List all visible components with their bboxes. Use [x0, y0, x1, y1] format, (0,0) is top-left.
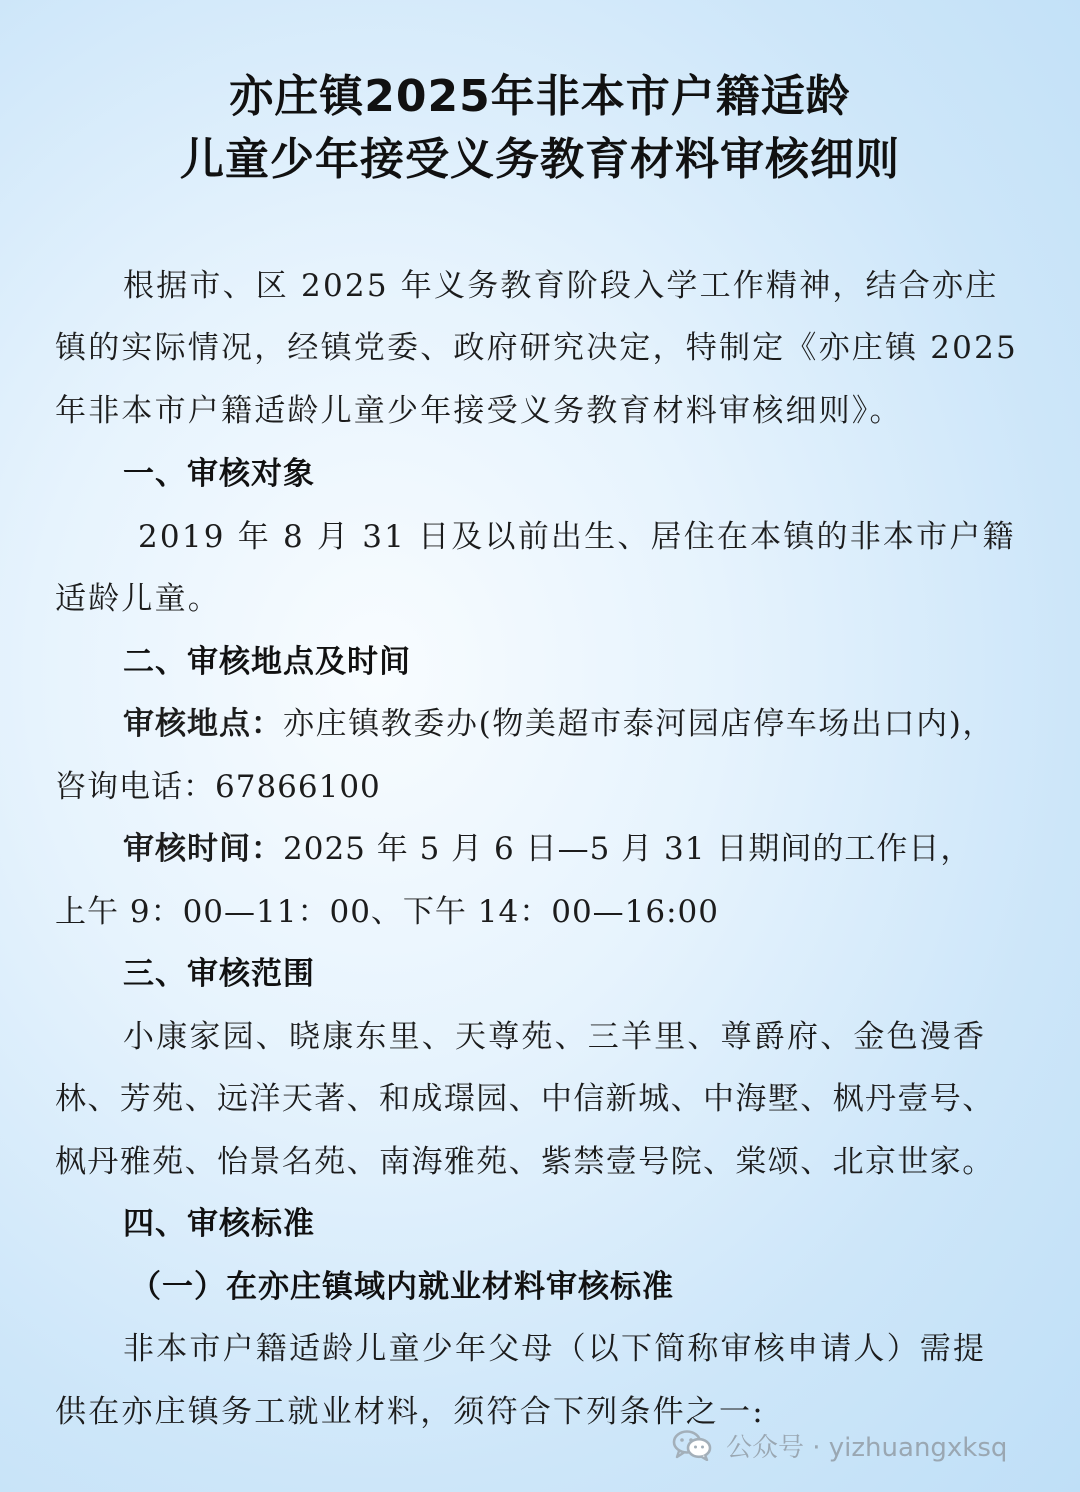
intro-line-2: 镇的实际情况，经镇党委、政府研究决定，特制定《亦庄镇 2025: [55, 330, 1018, 366]
section-4-heading: 四、审核标准: [123, 1206, 315, 1242]
document-title-line-1: 亦庄镇2025年非本市户籍适龄: [229, 71, 851, 122]
section-1-line-1: 2019 年 8 月 31 日及以前出生、居住在本镇的非本市户籍: [138, 519, 1016, 555]
section-4-subheading: （一）在亦庄镇域内就业材料审核标准: [130, 1269, 674, 1305]
intro-line-3: 年非本市户籍适龄儿童少年接受义务教育材料审核细则》。: [55, 393, 903, 429]
section-1-line-2: 适龄儿童。: [55, 581, 221, 617]
consult-phone: 咨询电话：67866100: [55, 769, 381, 805]
document-title-line-2: 儿童少年接受义务教育材料审核细则: [180, 134, 900, 185]
intro-line-1: 根据市、区 2025 年义务教育阶段入学工作精神，结合亦庄: [123, 268, 999, 304]
section-1-heading: 一、审核对象: [123, 456, 315, 492]
section-3-line-1: 小康家园、晓康东里、天尊苑、三羊里、尊爵府、金色漫香: [123, 1019, 987, 1055]
section-3-heading: 三、审核范围: [123, 956, 315, 992]
section-2-heading: 二、审核地点及时间: [123, 644, 411, 680]
audit-place-label: 审核地点：: [123, 706, 283, 742]
audit-time-label: 审核时间：: [123, 831, 283, 867]
audit-place-line: [123, 698, 995, 743]
section-3-line-2: 林、芳苑、远洋天著、和成璟园、中信新城、中海墅、枫丹壹号、: [55, 1081, 995, 1117]
audit-time-hours: 上午 9：00—11：00、下午 14：00—16:00: [55, 894, 719, 930]
audit-time-value: 2025 年 5 月 6 日—5 月 31 日期间的工作日，: [283, 831, 973, 867]
wechat-watermark: [672, 1425, 1007, 1465]
audit-place-value: 亦庄镇教委办(物美超市泰河园店停车场出口内)，: [283, 706, 995, 742]
wechat-icon: [672, 1429, 712, 1461]
section-3-line-3: 枫丹雅苑、怡景名苑、南海雅苑、紫禁壹号院、棠颂、北京世家。: [55, 1144, 995, 1180]
section-4-line-1: 非本市户籍适龄儿童少年父母（以下简称审核申请人）需提: [123, 1331, 987, 1367]
watermark-text: 公众号 · yizhuangxksq: [726, 1432, 1008, 1463]
section-4-line-2: 供在亦庄镇务工就业材料，须符合下列条件之一:: [55, 1394, 765, 1430]
audit-time-line: [123, 823, 972, 868]
